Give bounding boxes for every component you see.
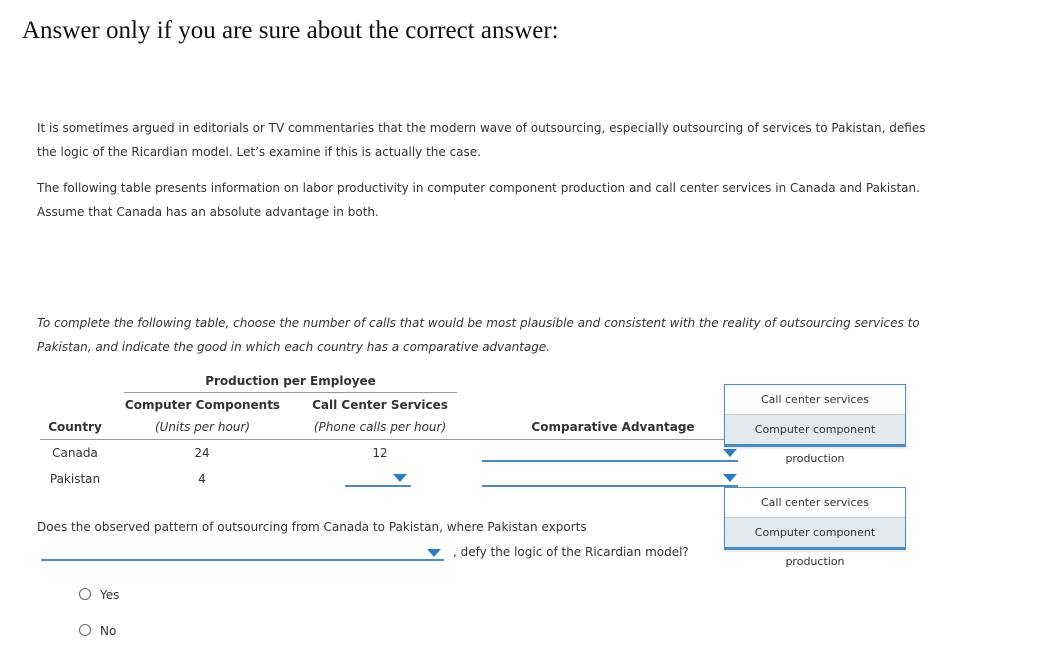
chevron-down-icon <box>723 474 737 482</box>
question-line1: Does the observed pattern of outsourcing from Canada to Pakistan, where Pakistan exports <box>37 520 587 534</box>
row-pakistan-country: Pakistan <box>49 472 101 486</box>
intro-paragraph-1 <box>37 116 997 164</box>
export-good-dropdown-line <box>41 559 444 561</box>
intro-p1-line2: the logic of the Ricardian model. Let’s examine if this is actually the case. <box>37 145 481 159</box>
intro-p2-line2: Assume that Canada has an absolute advantage in both. <box>37 205 379 219</box>
canada-advantage-dropdown-line <box>482 460 738 462</box>
row-canada-country: Canada <box>52 446 98 460</box>
row-canada-components: 24 <box>194 446 210 460</box>
canada-advantage-menu <box>724 384 906 465</box>
group-header-divider <box>124 392 457 393</box>
pakistan-calls-dropdown[interactable] <box>345 474 411 488</box>
col-header-calls: Call Center Services <box>312 398 448 412</box>
export-good-dropdown[interactable] <box>41 547 444 563</box>
row-pakistan-components: 4 <box>198 472 206 486</box>
instructions-line1: To complete the following table, choose the number of calls that would be most plausible and consistent with the reality of outsourcing services to <box>37 316 920 330</box>
intro-paragraph-2 <box>37 176 997 224</box>
canada-advantage-dropdown[interactable] <box>482 449 738 463</box>
chevron-down-icon <box>427 549 441 557</box>
menu-option-computer-components[interactable]: Computer component production <box>725 414 905 444</box>
menu-option-computer-components[interactable]: Computer component production <box>725 517 905 547</box>
intro-p2-line1: The following table presents information on labor productivity in computer component production and call center services in Canada and Pakistan. <box>37 181 920 195</box>
answer-no-label: No <box>100 624 117 638</box>
pakistan-advantage-dropdown-line <box>482 485 738 487</box>
chevron-down-icon <box>393 474 407 482</box>
col-header-advantage: Comparative Advantage <box>531 420 695 434</box>
answer-yes-label: Yes <box>100 588 120 602</box>
table-header-divider <box>40 439 740 440</box>
pakistan-advantage-dropdown[interactable] <box>482 474 738 488</box>
radio-yes[interactable] <box>79 588 91 600</box>
question-line2: , defy the logic of the Ricardian model? <box>453 545 689 559</box>
instructions <box>37 311 997 359</box>
intro-p1-line1: It is sometimes argued in editorials or TV commentaries that the modern wave of outsourcing, especially outsourcing of services to Pakistan, defies <box>37 121 926 135</box>
row-canada-calls: 12 <box>372 446 388 460</box>
chevron-down-icon <box>723 449 737 457</box>
radio-no[interactable] <box>79 624 91 636</box>
col-header-country: Country <box>48 420 102 434</box>
pakistan-calls-dropdown-line <box>345 485 411 487</box>
menu-option-call-center[interactable]: Call center services <box>760 496 870 509</box>
col-header-components: Computer Components <box>124 398 281 412</box>
page-heading: Answer only if you are sure about the correct answer: <box>22 17 559 44</box>
col-header-calls-unit: (Phone calls per hour) <box>313 420 447 434</box>
menu-option-call-center[interactable]: Call center services <box>760 393 870 406</box>
instructions-line2: Pakistan, and indicate the good in which each country has a comparative advantage. <box>37 340 551 354</box>
col-header-components-unit: (Units per hour) <box>154 420 251 434</box>
group-header: Production per Employee <box>205 374 376 388</box>
pakistan-advantage-menu <box>724 487 906 568</box>
